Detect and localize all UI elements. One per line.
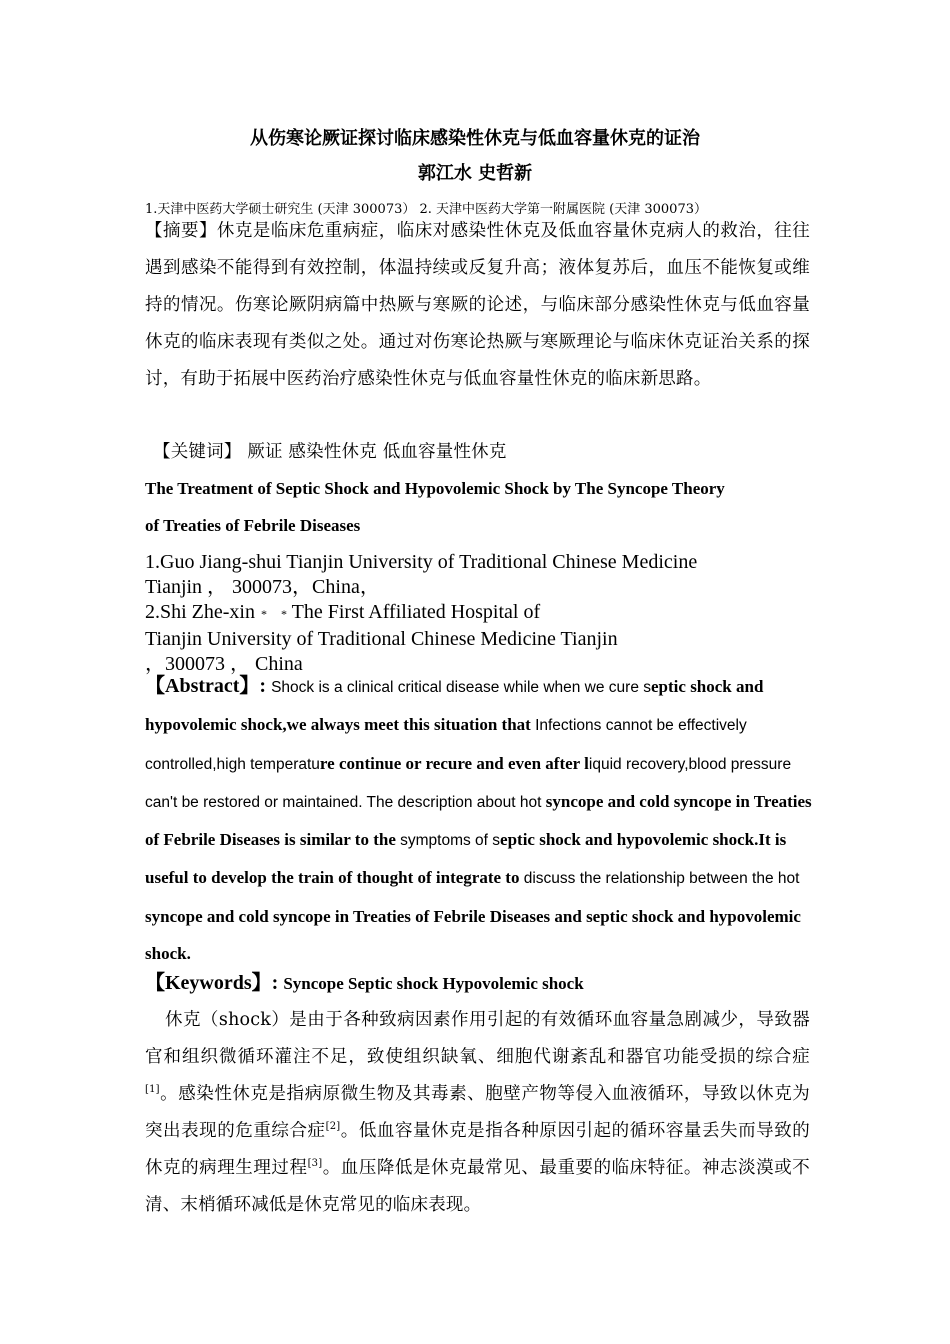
citation-3: [3] [307, 1158, 323, 1170]
citation-2: [2] [325, 1121, 341, 1133]
paper-title-en [145, 470, 810, 544]
authors-en [145, 550, 825, 677]
body-paragraph-1 [145, 1002, 810, 1224]
body-text: 。血压降低是休克最常见、最重要的临床特征。神志淡漠或不清、末梢循环减低是休克常见的临床表现。 [145, 1158, 810, 1215]
asterisk-mark: * [281, 607, 287, 621]
abstract-cn [145, 213, 810, 398]
abstract-en-segment: iquid recovery,blood pressure can't be restored or maintained. The description about hot [145, 755, 792, 811]
abstract-en-segment: Infections cannot be effectively controlled,high temperatu [145, 717, 747, 773]
asterisk-mark: * [261, 607, 267, 621]
author-2-affiliation: The First Affiliated Hospital of [287, 601, 541, 623]
body-text: 。低血容量休克是指各种原因引起的循环容量丢失而导致的休克的病理生理过程 [145, 1121, 811, 1178]
abstract-en-segment: discuss the relationship between the hot [523, 870, 800, 888]
abstract-en-segment: symptoms of s [400, 832, 501, 850]
abstract-en-segment: re continue or recure and even after l [319, 753, 589, 773]
keywords-cn-label: 【关键词】 [153, 442, 242, 462]
keywords-en [145, 968, 810, 999]
body-text: 休克（shock）是由于各种致病因素作用引起的有效循环血容量急剧减少，导致器官和组织微循环灌注不足，致使组织缺氧、细胞代谢紊乱和器官功能受损的综合症 [145, 1010, 810, 1067]
author-1-line: 1.Guo Jiang-shui Tianjin University of Traditional Chinese Medicine [145, 551, 698, 573]
keywords-cn-text: 厥证 感染性休克 低血容量性休克 [241, 442, 507, 462]
paper-title-cn: 从伤寒论厥证探讨临床感染性休克与低血容量休克的证治 [250, 128, 700, 149]
keywords-cn [145, 434, 818, 471]
abstract-en-segment: syncope and cold syncope in Treaties of Febrile Diseases and septic shock and hypovolemic shock. [145, 906, 801, 964]
abstract-cn-text: 休克是临床危重病症，临床对感染性休克及低血容量休克病人的救治，往往遇到感染不能得到有效控制，体温持续或反复升高；液体复苏后，血压不能恢复或维持的情况。伤寒论厥阴病篇中热厥与寒厥的论述，与临床部分感染性休克与低血容量休克的临床表现有类似之处。通过对伤寒论热厥与寒厥理论与临床休克证治关系的探讨，有助于拓展中医药治疗感染性休克与低血容量性休克的临床新思路。 [145, 221, 810, 389]
abstract-cn-label: 【摘要】 [145, 221, 217, 241]
abstract-en-segment: syncope and cold syncope in Treaties of Febrile Diseases is similar to the [145, 791, 812, 850]
abstract-en-label: 【Abstract】: [145, 675, 272, 697]
abstract-en [145, 668, 813, 972]
author-2-name: 2.Shi Zhe-xin [145, 601, 255, 623]
citation-1: [1] [145, 1084, 160, 1096]
keywords-en-label: 【Keywords】: [145, 972, 284, 994]
authors-cn: 郭江水 史哲新 [417, 163, 533, 184]
abstract-en-segment: Shock is a clinical critical disease while when we cure s [271, 679, 652, 696]
affiliations-cn: 1.天津中医药大学硕士研究生 (天津 300073） 2. 天津中医药大学第一附属医院 (天津 300073） [145, 202, 707, 217]
author-2-line [145, 600, 825, 627]
author-2-location: ，300073 ， China [145, 653, 303, 675]
keywords-en-text: Syncope Septic shock Hypovolemic shock [283, 974, 584, 993]
author-2-university: Tianjin University of Traditional Chinese Medicine Tianjin [145, 628, 618, 650]
body-text: 。感染性休克是指病原微生物及其毒素、胞壁产物等侵入血液循环，导致以休克为突出表现的危重综合症 [145, 1084, 810, 1141]
paper-title-en-line1: The Treatment of Septic Shock and Hypovolemic Shock by The Syncope Theory [145, 479, 725, 498]
author-1-location: Tianjin ， 300073，China， [145, 576, 380, 598]
paper-title-en-line2: of Treaties of Febrile Diseases [145, 516, 361, 535]
abstract-en-segment: eptic shock and hypovolemic shock.It is useful to develop the train of thought of integrate to [145, 830, 787, 888]
abstract-en-segment: eptic shock and hypovolemic shock,we always meet this situation that [145, 677, 764, 735]
